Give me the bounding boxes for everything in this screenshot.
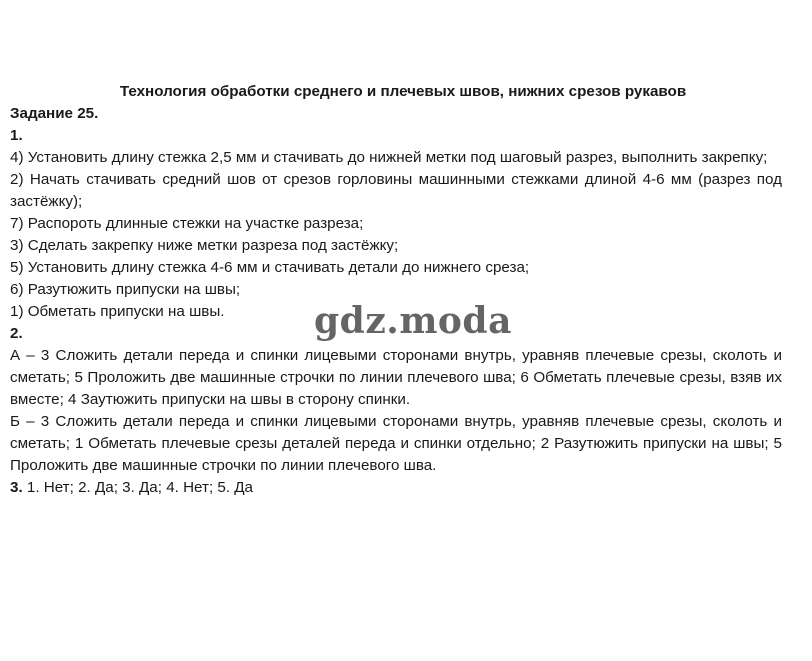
watermark-logo: gdz.moda <box>314 300 512 342</box>
section-2-paragraph: А – 3 Сложить детали переда и спинки лицевыми сторонами внутрь, уравняв плечевые срезы, сколоть и сметать; 5 Проложить две машинные строчки по линии плечевого шва; 6 Обметать плечевые срезы, взяв их вместе; 4 Заутюжить припуски на швы в сторону спинки. <box>10 347 782 408</box>
section-3-line <box>10 477 782 499</box>
task-heading: Задание 25. <box>10 105 99 122</box>
section-1-item: 7) Распороть длинные стежки на участке разреза; <box>10 215 364 232</box>
section-2-paragraph: Б – 3 Сложить детали переда и спинки лицевыми сторонами внутрь, уравняв плечевые срезы, сколоть и сметать; 1 Обметать плечевые срезы деталей переда и спинки отдельно; 2 Разутюжить припуски на швы; 5 Проложить две машинные строчки по линии плечевого шва. <box>10 413 782 474</box>
section-1-item: 6) Разутюжить припуски на швы; <box>10 281 241 298</box>
document-page <box>10 81 782 499</box>
section-1-item: 2) Начать стачивать средний шов от срезов горловины машинными стежками длиной 4-6 мм (разрез под застёжку); <box>10 171 782 210</box>
section-3-number: 3. <box>10 479 23 496</box>
section-2-number: 2. <box>10 325 23 342</box>
section-1-item: 3) Сделать закрепку ниже метки разреза под застёжку; <box>10 237 399 254</box>
section-1-number: 1. <box>10 127 23 144</box>
section-1-item: 1) Обметать припуски на швы. <box>10 303 225 320</box>
section-3-answers: 1. Нет; 2. Да; 3. Да; 4. Нет; 5. Да <box>22 479 254 496</box>
document-title: Технология обработки среднего и плечевых швов, нижних срезов рукавов <box>119 83 687 100</box>
section-1-item: 4) Установить длину стежка 2,5 мм и стачивать до нижней метки под шаговый разрез, выполнить закрепку; <box>10 149 768 166</box>
section-1-item: 5) Установить длину стежка 4-6 мм и стачивать детали до нижнего среза; <box>10 259 530 276</box>
